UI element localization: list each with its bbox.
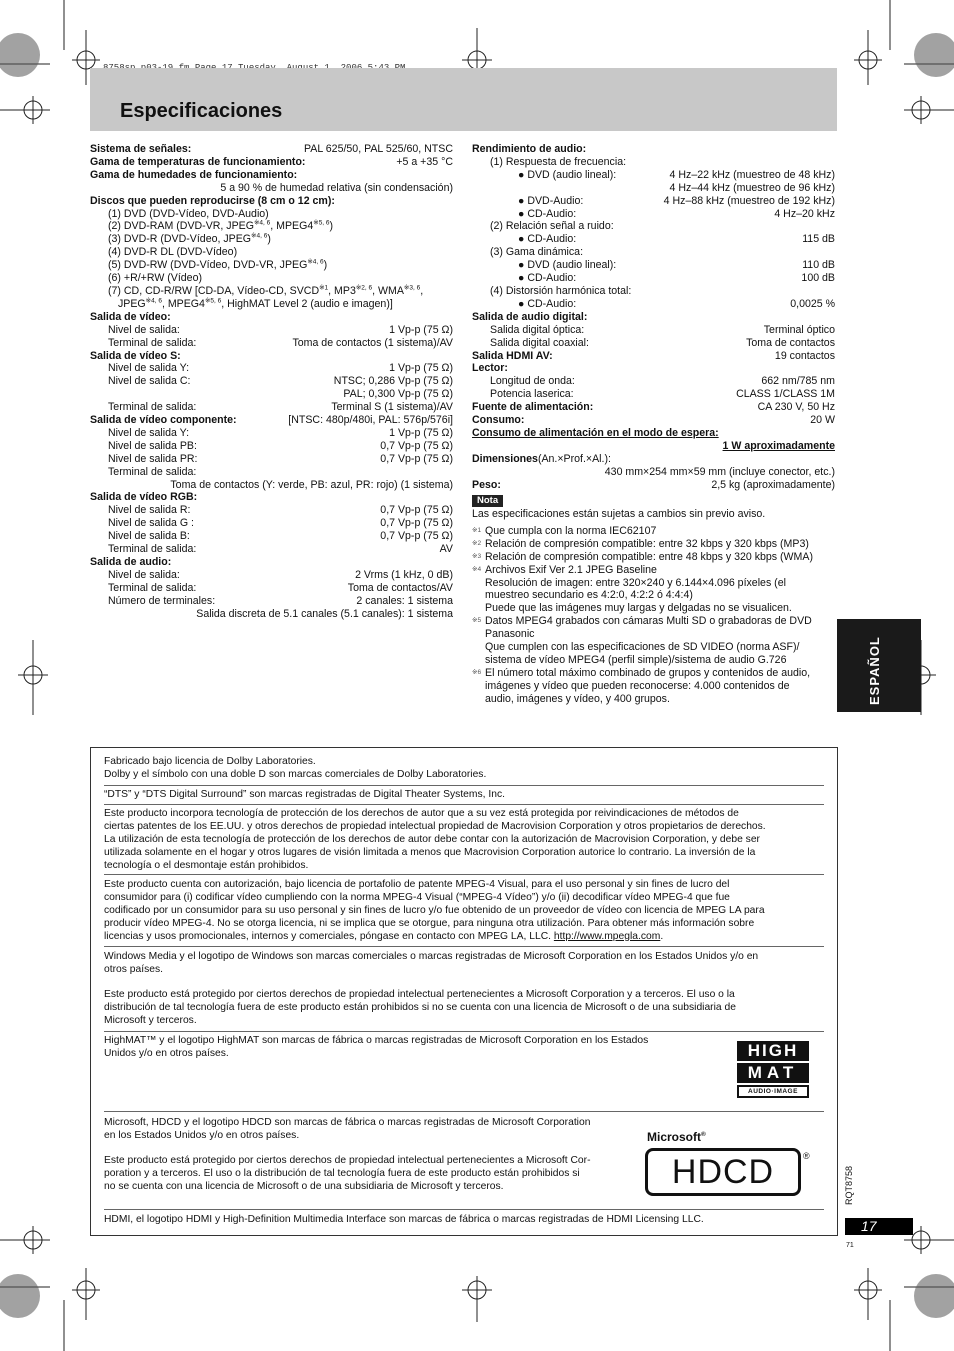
spec-row: [472, 208, 835, 221]
hdcd-registered-mark: ®: [803, 1151, 810, 1161]
spec-label: Terminal de salida:: [108, 401, 197, 414]
footnote-ref: ※4, 6: [307, 258, 324, 266]
page-title: Especificaciones: [120, 100, 283, 122]
footnote: [472, 615, 835, 667]
spec-value: 20 W: [810, 414, 835, 427]
spec-text: (3) DVD-R (DVD-Vídeo, JPEG$^{※4, 6}$): [108, 232, 271, 246]
spec-value: CA 230 V, 50 Hz: [757, 401, 835, 414]
spec-label: Lector:: [472, 362, 508, 375]
nota-text: Las especificaciones están sujetas a cambios sin previo aviso.: [472, 508, 766, 520]
spec-value: NTSC; 0,286 Vp-p (75 Ω): [333, 375, 453, 388]
spec-row: [472, 401, 835, 414]
spec-label: ● DVD (audio lineal):: [518, 259, 617, 272]
spec-value: 2,5 kg (aproximadamente): [711, 478, 835, 491]
spec-label: Nivel de salida B:: [108, 530, 190, 543]
spec-label: Salida digital coaxial:: [490, 336, 589, 349]
microsoft-wordmark: Microsoft®: [647, 1130, 706, 1144]
nota-section: [472, 494, 835, 706]
spec-row: [90, 530, 453, 543]
spec-row: [472, 362, 835, 375]
footnote-marker: ※4: [472, 565, 482, 573]
spec-label: Potencia laserica:: [490, 388, 574, 401]
spec-value: PAL 625/50, PAL 525/60, NTSC: [304, 143, 453, 155]
spec-value: +5 a +35 °C: [396, 155, 453, 168]
spec-value-continued: Salida discreta de 5.1 canales (5.1 canales): 1 sistema: [196, 607, 453, 620]
spec-value: 100 dB: [801, 272, 835, 285]
footnote-ref: ※4, 6: [251, 232, 268, 240]
spec-label: Consumo de alimentación en el modo de espera:: [472, 426, 719, 439]
footnote-marker: ※6: [472, 668, 482, 676]
spec-row: [472, 388, 835, 401]
spec-row: [90, 569, 453, 582]
spec-text: (6) +R/+RW (Vídeo): [108, 272, 202, 285]
document-code: RQT8758: [844, 1165, 854, 1205]
spec-text: (1) DVD (DVD-Vídeo, DVD-Audio): [108, 207, 269, 220]
spec-row: [472, 195, 835, 208]
spec-value-continued: PAL; 0,300 Vp-p (75 Ω): [343, 388, 453, 401]
spec-label: Dimensiones: [472, 452, 538, 465]
spec-value: 662 nm/785 nm: [761, 375, 835, 388]
footnote-line: Resolución de imagen: entre 320×240 y 6.144×4.096 píxeles (el: [485, 576, 786, 589]
spec-value: Toma de contactos: [746, 336, 835, 349]
spec-row: [472, 427, 835, 440]
spec-label: Longitud de onda:: [490, 375, 575, 388]
spec-label: Salida de audio:: [90, 556, 172, 568]
language-tab: ESPAÑOL: [837, 619, 921, 712]
footnote-line: Relación de compresión compatible: entre 32 kbps y 320 kbps (MP3): [485, 537, 809, 550]
spec-row: [90, 504, 453, 517]
spec-row: [90, 195, 453, 208]
spec-row: [90, 427, 453, 440]
spec-label: (4) Distorsión harmónica total:: [490, 284, 632, 297]
spec-value-continued: 1 W aproximadamente: [722, 439, 835, 452]
windows-media-notice: Windows Media y el logotipo de Windows son marcas comerciales o marcas registradas de Microsoft Corporation en los Estados Unidos y/o en otros países. Este producto está protegido por ciertos derechos de propiedad intelectual pertenecientes a Microsoft Corporation y a terceros. El uso o la distribución de tal tecnología fuera de este producto están prohibidos si no se cuenta con una licencia de Microsoft o de una subsidiaria de Microsoft y terceros.: [104, 951, 759, 1026]
footnote-ref: ※4, 6: [145, 297, 162, 305]
spec-row: [472, 324, 835, 337]
footnote-line: Panasonic: [485, 628, 535, 641]
footnote: [472, 525, 835, 538]
footnote-ref: ※3, 6: [403, 284, 421, 292]
spec-row: [472, 337, 835, 350]
footnote-line: Datos MPEG4 grabados con cámaras Multi SD o grabadoras de DVD: [485, 615, 812, 628]
spec-row: [472, 453, 835, 466]
spec-label: Nivel de salida G :: [108, 517, 194, 530]
spec-value: CLASS 1/CLASS 1M: [736, 388, 835, 401]
divider: [104, 785, 824, 786]
footnote-ref: ※5, 6: [204, 297, 222, 305]
spec-value: 1 Vp-p (75 Ω): [389, 323, 453, 336]
sheet-number: 71: [846, 1242, 854, 1249]
spec-text: (5) DVD-RW (DVD-Vídeo, DVD-VR, JPEG$^{※4, 6}$): [108, 258, 328, 272]
footnote-marker: ※1: [472, 526, 482, 534]
spec-value: 4 Hz–20 kHz: [774, 207, 835, 220]
spec-label: Discos que pueden reproducirse (8 cm o 12 cm):: [90, 194, 335, 207]
spec-value: 1 Vp-p (75 Ω): [389, 362, 453, 375]
spec-label: (3) Gama dinámica:: [490, 246, 584, 259]
footnote-ref: ※1: [319, 284, 329, 292]
footnotes: [472, 525, 835, 706]
spec-label: Gama de humedades de funcionamiento:: [90, 168, 298, 181]
spec-row: [472, 479, 835, 492]
spec-label: Salida de vídeo RGB:: [90, 491, 198, 504]
spec-row: [90, 350, 453, 363]
spec-label-suffix: (An.×Prof.×Al.):: [537, 452, 611, 465]
spec-row: [472, 233, 835, 246]
spec-label: ● CD-Audio:: [518, 207, 577, 220]
spec-row: [90, 595, 453, 608]
page-number: 17: [861, 1218, 877, 1234]
spec-row: [472, 298, 835, 311]
spec-row: [472, 285, 835, 298]
highmat-logo: [737, 1041, 809, 1098]
spec-value: 2 Vrms (1 kHz, 0 dB): [355, 568, 453, 581]
footnote-line: Que cumplen con las especificaciones de SD VIDEO (norma ASF)/: [485, 641, 800, 654]
footnote-line: Relación de compresión compatible: entre 48 kbps y 320 kbps (WMA): [485, 550, 813, 563]
spec-label: Número de terminales:: [108, 594, 216, 607]
spec-text: (4) DVD-R DL (DVD-Vídeo): [108, 246, 238, 259]
spec-right-column: [472, 143, 835, 491]
footnote-line: imágenes y vídeo que pueden reconocerse: 4.000 contenidos de: [485, 679, 790, 692]
hdcd-logo: HDCD: [645, 1148, 801, 1196]
spec-label: Peso:: [472, 478, 501, 491]
spec-value-continued: 4 Hz–44 kHz (muestreo de 96 kHz): [669, 181, 835, 194]
spec-value-continued: 430 mm×254 mm×59 mm (incluye conector, etc.): [604, 465, 835, 478]
spec-row: [472, 143, 835, 156]
spec-label: ● DVD-Audio:: [518, 194, 584, 207]
highmat-notice: HighMAT™ y el logotipo HighMAT son marcas de fábrica o marcas registradas de Microsoft Corporation en los Estados Unidos y/o en otros países.: [104, 1035, 649, 1059]
spec-row: [90, 169, 453, 182]
footnote: [472, 538, 835, 551]
spec-text: (7) CD, CD-R/RW [CD-DA, Vídeo-CD, SVCD$^{※1}$, MP3$^{※2, 6}$, WMA$^{※3, 6}$,: [108, 284, 424, 297]
spec-value-continued: Toma de contactos (Y: verde, PB: azul, PR: rojo) (1 sistema): [170, 478, 453, 491]
mpegla-link[interactable]: http://www.mpegla.com: [553, 930, 661, 942]
spec-label: ● CD-Audio:: [518, 233, 577, 246]
spec-label: Nivel de salida Y:: [108, 362, 190, 375]
footnote-ref: ※5, 6: [313, 219, 330, 227]
spec-row: [472, 375, 835, 388]
spec-row: [90, 324, 453, 337]
spec-label: Nivel de salida:: [108, 323, 180, 336]
spec-label: ● CD-Audio:: [518, 297, 577, 310]
highmat-logo-subtitle: AUDIO·IMAGE: [737, 1085, 809, 1098]
divider: [104, 804, 824, 805]
dts-notice: “DTS” y “DTS Digital Surround” son marcas registradas de Digital Theater Systems, Inc.: [104, 789, 505, 800]
spec-label: Consumo:: [472, 414, 525, 427]
spec-row: [90, 582, 453, 595]
spec-value: 2 canales: 1 sistema: [356, 594, 453, 607]
spec-row: [472, 246, 835, 259]
footnote-line: audio, imágenes y vídeo, y 400 grupos.: [485, 692, 670, 705]
footnote: [472, 667, 835, 706]
nota-label: Nota: [472, 495, 503, 507]
spec-label: Nivel de salida PB:: [108, 439, 197, 452]
footnote: [472, 551, 835, 564]
footnote-marker: ※2: [472, 539, 482, 547]
spec-row: [90, 143, 453, 156]
spec-value: 0,7 Vp-p (75 Ω): [380, 517, 453, 530]
spec-row: [90, 311, 453, 324]
spec-row: [90, 362, 453, 375]
spec-value: 0,7 Vp-p (75 Ω): [380, 504, 453, 517]
spec-label: Fuente de alimentación:: [472, 401, 594, 414]
spec-row: [90, 401, 453, 414]
footnote-line: El número total máximo combinado de grupos y contenidos de audio,: [485, 666, 811, 679]
footnote-marker: ※5: [472, 617, 482, 625]
hdcd-notice: Microsoft, HDCD y el logotipo HDCD son marcas de fábrica o marcas registradas de Microsoft Corporation en los Estados Unidos y/o en otros países. Este producto está protegido por ciertos derechos de propiedad intelectual pertenecientes a Microsoft Cor- poration y a terceros. El uso o la distribución de tal tecnología fuera de este producto están prohibidos si no se cuenta con una licencia de Microsoft o de una subsidiaria de Microsoft y terceros.: [104, 1117, 591, 1192]
mpeg4-notice: Este producto cuenta con autorización, bajo licencia de portafolio de patente MPEG-4 Visual, para el uso personal y sin fines de lucro del consumidor para (i) codificar vídeo cumpliendo con la norma MPEG-4 Visual (“MPEG-4 Vídeo”) y/o (ii) decodificar vídeo MPEG-4 que fue codificado por un consumidor para su uso personal y sin fines de lucro y/o fue obtenido de un proveedor de vídeo con licencia de MPEG LA para producir vídeo MPEG-4. No se otorga licencia, ni se implica que se otorgue, para ninguna otra utilización. Para obtener más información sobre licencias y usos promocionales, internos y comerciales, póngase en contacto con MPEG LA, LLC. http://www.mpegla.com.: [104, 879, 765, 942]
spec-label: Gama de temperaturas de funcionamiento:: [90, 155, 306, 168]
spec-label: Salida de vídeo S:: [90, 349, 181, 362]
spec-row: [90, 466, 453, 479]
spec-row: [472, 272, 835, 285]
footnote: [472, 564, 835, 616]
footnote-marker: ※3: [472, 552, 482, 560]
macrovision-notice: Este producto incorpora tecnología de protección de los derechos de autor que a su vez está protegida por reivindicaciones de métodos de ciertas patentes de los EE.UU. y otros derechos de propiedad intelectual propiedad de Macrovision Corporation y otros propietarios de derechos. La utilización de esta tecnología de protección de los derechos de autor debe contar con la autorización de Macrovision Corporation, y debe ser utilizada solamente en el hogar y otros lugares de visión limitada a menos que Macrovision Corporation autorice lo contrario. La inversión de la tecnología o el desmontaje están prohibidos.: [104, 808, 766, 871]
spec-label: Salida de vídeo:: [90, 310, 171, 323]
spec-label: Salida de audio digital:: [472, 310, 588, 323]
spec-value: 0,0025 %: [790, 297, 835, 310]
spec-label: Salida digital óptica:: [490, 323, 585, 336]
spec-label: Nivel de salida:: [108, 568, 180, 581]
spec-value: 0,7 Vp-p (75 Ω): [380, 452, 453, 465]
spec-value: AV: [439, 543, 453, 556]
spec-value: Toma de contactos/AV: [347, 581, 453, 594]
spec-value: 110 dB: [802, 259, 835, 272]
spec-label: ● DVD (audio lineal):: [518, 168, 617, 181]
spec-row: [90, 517, 453, 530]
divider: [104, 1209, 824, 1210]
footnote-line: sistema de vídeo MPEG4 (perfil simple)/sistema de audio G.726: [485, 653, 787, 666]
spec-label: Nivel de salida Y:: [108, 426, 190, 439]
spec-value: 0,7 Vp-p (75 Ω): [380, 439, 453, 452]
footnote-line: Que cumpla con la norma IEC62107: [485, 524, 657, 537]
spec-label: (1) Respuesta de frecuencia:: [490, 155, 627, 168]
spec-value: Terminal óptico: [763, 323, 835, 336]
spec-row: [472, 259, 835, 272]
divider: [104, 1111, 824, 1112]
footnote-line: Archivos Exif Ver 2.1 JPEG Baseline: [485, 563, 657, 576]
spec-row: [90, 543, 453, 556]
spec-label: Rendimiento de audio:: [472, 143, 587, 155]
spec-value: Terminal S (1 sistema)/AV: [331, 401, 453, 414]
spec-label: Terminal de salida:: [108, 543, 197, 556]
spec-label: Salida de vídeo componente:: [90, 414, 237, 427]
spec-row: [90, 414, 453, 427]
legal-notices-box: [90, 747, 838, 1236]
footnote-ref: ※2, 6: [355, 284, 373, 292]
spec-label: (2) Relación señal a ruido:: [490, 220, 614, 233]
spec-value: 4 Hz–22 kHz (muestreo de 48 kHz): [669, 168, 835, 181]
spec-value: [NTSC: 480p/480i, PAL: 576p/576i]: [288, 414, 453, 427]
spec-value: 1 Vp-p (75 Ω): [389, 426, 453, 439]
spec-label: Sistema de señales:: [90, 143, 192, 155]
spec-row: [90, 156, 453, 169]
dolby-notice: Fabricado bajo licencia de Dolby Laboratories. Dolby y el símbolo con una doble D son marcas comerciales de Dolby Laboratories.: [104, 756, 487, 780]
spec-label: Terminal de salida:: [108, 336, 197, 349]
spec-label: Nivel de salida PR:: [108, 452, 198, 465]
spec-row: [90, 375, 453, 388]
spec-label: Nivel de salida C:: [108, 375, 191, 388]
footnote-ref: ※4, 6: [253, 219, 271, 227]
spec-text: JPEG$^{※4, 6}$, MPEG4$^{※5, 6}$, HighMAT Level 2 (audio e imagen)]: [118, 297, 393, 310]
highmat-logo-mat: MAT: [737, 1063, 809, 1083]
spec-row: [472, 414, 835, 427]
spec-row: [90, 556, 453, 569]
spec-label: ● CD-Audio:: [518, 272, 577, 285]
spec-row: [90, 440, 453, 453]
spec-value: 4 Hz–88 kHz (muestreo de 192 kHz): [663, 194, 835, 207]
footnote-line: Puede que las imágenes muy largas y delgadas no se visualicen.: [485, 602, 792, 615]
spec-row: [472, 169, 835, 182]
spec-label: Salida HDMI AV:: [472, 349, 553, 362]
spec-row: [472, 156, 835, 169]
spec-label: Terminal de salida:: [108, 465, 197, 478]
spec-label: Terminal de salida:: [108, 581, 197, 594]
hdmi-notice: HDMI, el logotipo HDMI y High-Definition Multimedia Interface son marcas de fábrica o marcas registradas de HDMI Licensing LLC.: [104, 1214, 704, 1225]
divider: [104, 874, 824, 875]
spec-text: (2) DVD-RAM (DVD-VR, JPEG$^{※4, 6}$, MPEG4$^{※5, 6}$): [108, 219, 334, 233]
highmat-logo-high: HIGH: [737, 1041, 809, 1061]
spec-row: [90, 491, 453, 504]
spec-value-continued: 5 a 90 % de humedad relativa (sin condensación): [220, 181, 453, 194]
spec-row: [472, 220, 835, 233]
spec-value: Toma de contactos (1 sistema)/AV: [292, 336, 453, 349]
spec-left-column: [90, 143, 453, 621]
divider: [104, 1031, 824, 1032]
divider: [104, 946, 824, 947]
spec-row: [472, 350, 835, 363]
spec-value: 115 dB: [802, 233, 835, 246]
spec-row: [90, 453, 453, 466]
page-number-box: [845, 1218, 913, 1235]
spec-row: [90, 337, 453, 350]
spec-value: 19 contactos: [774, 349, 835, 362]
spec-row: [472, 311, 835, 324]
footnote-line: muestreo secundario es 4:2:0, 4:2:2 ó 4:4:4): [485, 589, 693, 602]
spec-label: Nivel de salida R:: [108, 504, 191, 517]
spec-value: 0,7 Vp-p (75 Ω): [380, 530, 453, 543]
